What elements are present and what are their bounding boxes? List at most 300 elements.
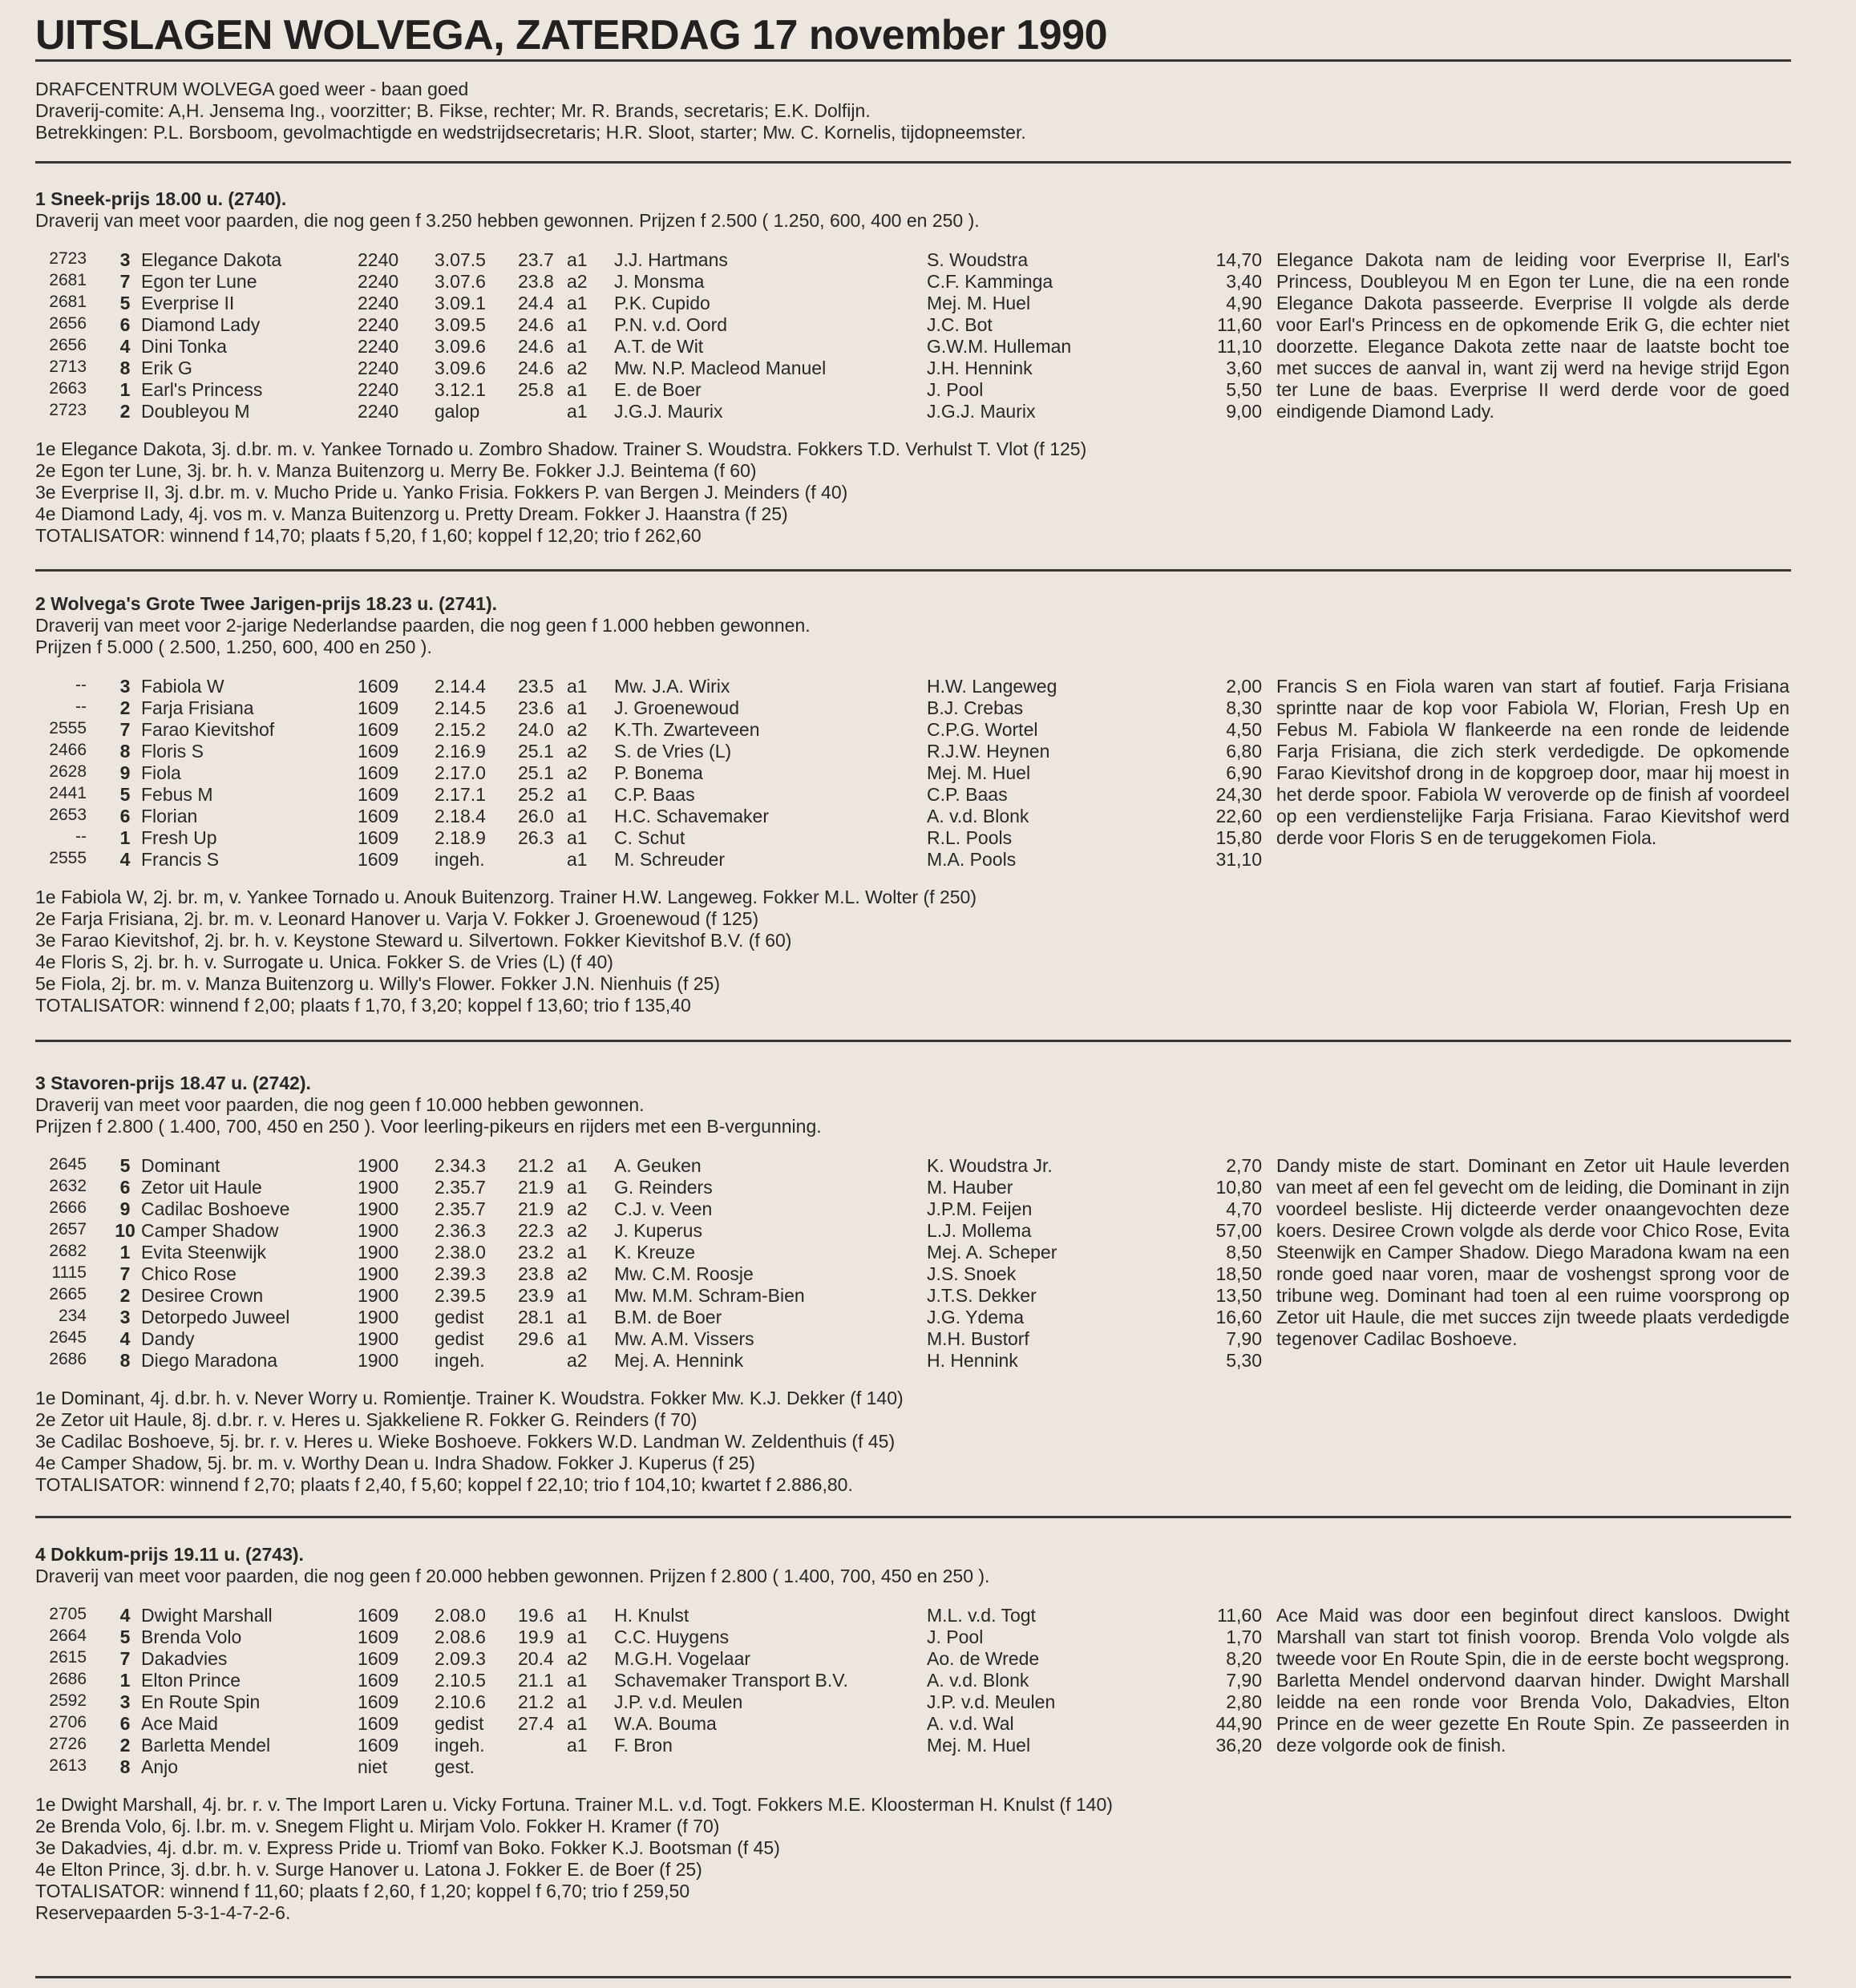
- horse-name: Zetor uit Haule: [141, 1177, 262, 1198]
- odds: 2,00: [1226, 676, 1262, 697]
- class: a1: [567, 1670, 588, 1691]
- trainer-name: J.T.S. Dekker: [927, 1285, 1037, 1306]
- driver-name: C.J. v. Veen: [614, 1198, 713, 1219]
- divider: [35, 1516, 1791, 1518]
- horse-name: Detorpedo Juweel: [141, 1307, 290, 1327]
- distance: 1900: [358, 1328, 399, 1349]
- class: a1: [567, 1307, 588, 1327]
- odds: 6,90: [1226, 762, 1262, 783]
- trainer-name: J.H. Hennink: [927, 358, 1033, 378]
- previous-race-number: 2441: [49, 784, 87, 802]
- distance: 1609: [358, 697, 399, 718]
- driver-name: M.G.H. Vogelaar: [614, 1648, 751, 1669]
- previous-race-number: 2705: [49, 1605, 87, 1623]
- trainer-name: H.W. Langeweg: [927, 676, 1057, 697]
- distance: 1900: [358, 1155, 399, 1176]
- start-number: 7: [119, 1648, 131, 1669]
- km-time: 19.9: [518, 1626, 554, 1647]
- km-time: 19.6: [518, 1605, 554, 1626]
- race-description: Draverij van meet voor paarden, die nog geen f 3.250 hebben gewonnen. Prijzen f 2.500 ( 1.250, 600, 400 en 250 ).: [35, 210, 980, 231]
- km-time: 25.2: [518, 784, 554, 805]
- class: a2: [567, 1220, 588, 1241]
- race-comment: Elegance Dakota nam de leiding voor Everprise II, Earl's Princess, Doubleyou M en Egon ter Lune, die na een ronde Elegance Dakota passeerde. Everprise II volgde als derde voor Earl's Princess en de opkomende Erik G, die echter niet doorzette. Elegance Dakota zette naar de laatste bocht toe met succes de aanval in, want zij werd na hevige strijd Egon ter Lune de baas. Everprise II werd derde voor de goed eindigende Diamond Lady.: [1276, 249, 1789, 422]
- start-number: 2: [119, 401, 131, 422]
- detail-line: TOTALISATOR: winnend f 11,60; plaats f 2,60, f 1,20; koppel f 6,70; trio f 259,50: [35, 1881, 690, 1901]
- distance: 1609: [358, 1626, 399, 1647]
- driver-name: Mw. M.M. Schram-Bien: [614, 1285, 805, 1306]
- driver-name: J.P. v.d. Meulen: [614, 1691, 743, 1712]
- driver-name: J.G.J. Maurix: [614, 401, 723, 422]
- km-time: 24.6: [518, 358, 554, 378]
- detail-line: 2e Egon ter Lune, 3j. br. h. v. Manza Buitenzorg u. Merry Be. Fokker J.J. Beintema (f 60): [35, 460, 757, 481]
- km-time: 24.0: [518, 719, 554, 740]
- detail-line: 1e Fabiola W, 2j. br. m, v. Yankee Tornado u. Anouk Buitenzorg. Trainer H.W. Langeweg. Fokker M.L. Wolter (f 250): [35, 887, 977, 907]
- horse-name: Elegance Dakota: [141, 249, 282, 270]
- odds: 16,60: [1215, 1307, 1262, 1327]
- trainer-name: C.P.G. Wortel: [927, 719, 1038, 740]
- detail-line: 1e Dwight Marshall, 4j. br. r. v. The Import Laren u. Vicky Fortuna. Trainer M.L. v.d. Togt. Fokkers M.E. Kloosterman H. Knulst (f 140): [35, 1794, 1113, 1815]
- horse-name: Brenda Volo: [141, 1626, 242, 1647]
- odds: 3,60: [1226, 358, 1262, 378]
- odds: 10,80: [1215, 1177, 1262, 1198]
- race-description: Prijzen f 5.000 ( 2.500, 1.250, 600, 400 en 250 ).: [35, 636, 432, 657]
- start-number: 8: [119, 1756, 131, 1777]
- start-number: 3: [119, 676, 131, 697]
- class: a1: [567, 849, 588, 870]
- finish-time: galop: [435, 401, 480, 422]
- odds: 24,30: [1215, 784, 1262, 805]
- km-time: 23.9: [518, 1285, 554, 1306]
- distance: 1609: [358, 741, 399, 762]
- odds: 4,90: [1226, 293, 1262, 313]
- distance: 2240: [358, 358, 399, 378]
- title-rule: [35, 59, 1791, 62]
- trainer-name: B.J. Crebas: [927, 697, 1024, 718]
- finish-time: 2.35.7: [435, 1198, 486, 1219]
- table-row: [35, 849, 1791, 871]
- horse-name: Barletta Mendel: [141, 1735, 271, 1756]
- driver-name: Mw. C.M. Roosje: [614, 1263, 754, 1284]
- class: a1: [567, 379, 588, 400]
- race-details: [35, 887, 1791, 1016]
- finish-time: 2.10.5: [435, 1670, 486, 1691]
- km-time: 21.2: [518, 1155, 554, 1176]
- detail-line: 3e Farao Kievitshof, 2j. br. h. v. Keystone Steward u. Silvertown. Fokker Kievitshof B.V. (f 60): [35, 930, 792, 951]
- km-time: 24.6: [518, 336, 554, 357]
- previous-race-number: 2723: [49, 401, 87, 419]
- finish-time: 3.09.6: [435, 336, 486, 357]
- finish-time: 2.18.4: [435, 806, 486, 826]
- finish-time: ingeh.: [435, 1735, 485, 1756]
- odds: 11,60: [1217, 1605, 1262, 1626]
- driver-name: P. Bonema: [614, 762, 703, 783]
- detail-line: 3e Dakadvies, 4j. d.br. m. v. Express Pride u. Triomf van Boko. Fokker K.J. Bootsman (f 45): [35, 1837, 780, 1858]
- race-description: Draverij van meet voor paarden, die nog geen f 20.000 hebben gewonnen. Prijzen f 2.800 ( 1.400, 700, 450 en 250 ).: [35, 1566, 990, 1586]
- previous-race-number: 2615: [49, 1648, 87, 1667]
- horse-name: Elton Prince: [141, 1670, 241, 1691]
- trainer-name: J.C. Bot: [927, 314, 993, 335]
- finish-time: 3.12.1: [435, 379, 486, 400]
- horse-name: Florian: [141, 806, 198, 826]
- horse-name: Evita Steenwijk: [141, 1242, 266, 1263]
- previous-race-number: 2645: [49, 1155, 87, 1174]
- detail-line: 4e Camper Shadow, 5j. br. m. v. Worthy Dean u. Indra Shadow. Fokker J. Kuperus (f 25): [35, 1453, 755, 1473]
- class: a1: [567, 314, 588, 335]
- distance: 1609: [358, 1648, 399, 1669]
- trainer-name: Mej. A. Scheper: [927, 1242, 1057, 1263]
- driver-name: Mw. A.M. Vissers: [614, 1328, 754, 1349]
- trainer-name: C.P. Baas: [927, 784, 1008, 805]
- horse-name: Fresh Up: [141, 827, 217, 848]
- horse-name: Farja Frisiana: [141, 697, 254, 718]
- distance: 1609: [358, 827, 399, 848]
- km-time: 27.4: [518, 1713, 554, 1734]
- start-number: 4: [119, 849, 131, 870]
- class: a1: [567, 293, 588, 313]
- distance: 2240: [358, 379, 399, 400]
- class: a2: [567, 1350, 588, 1371]
- distance: 1609: [358, 676, 399, 697]
- start-number: 1: [119, 1670, 131, 1691]
- finish-time: 2.34.3: [435, 1155, 486, 1176]
- horse-name: Dwight Marshall: [141, 1605, 273, 1626]
- distance: 1900: [358, 1285, 399, 1306]
- previous-race-number: 2706: [49, 1713, 87, 1731]
- previous-race-number: 2686: [49, 1350, 87, 1368]
- odds: 44,90: [1215, 1713, 1262, 1734]
- detail-line: Reservepaarden 5-3-1-4-7-2-6.: [35, 1902, 291, 1923]
- driver-name: W.A. Bouma: [614, 1713, 717, 1734]
- finish-time: 2.36.3: [435, 1220, 486, 1241]
- previous-race-number: 2613: [49, 1756, 87, 1775]
- km-time: 23.7: [518, 249, 554, 270]
- race-description: Draverij van meet voor paarden, die nog geen f 10.000 hebben gewonnen.: [35, 1094, 645, 1115]
- distance: 2240: [358, 271, 399, 292]
- trainer-name: L.J. Mollema: [927, 1220, 1032, 1241]
- km-time: 26.3: [518, 827, 554, 848]
- class: a1: [567, 1605, 588, 1626]
- distance: 1609: [358, 1605, 399, 1626]
- driver-name: C. Schut: [614, 827, 685, 848]
- distance: 2240: [358, 293, 399, 313]
- start-number: 4: [119, 336, 131, 357]
- driver-name: Mw. N.P. Macleod Manuel: [614, 358, 827, 378]
- start-number: 3: [119, 1691, 131, 1712]
- horse-name: Chico Rose: [141, 1263, 237, 1284]
- finish-time: 2.38.0: [435, 1242, 486, 1263]
- class: a1: [567, 1691, 588, 1712]
- class: a1: [567, 1713, 588, 1734]
- finish-time: ingeh.: [435, 1350, 485, 1371]
- trainer-name: J.G.J. Maurix: [927, 401, 1036, 422]
- divider: [35, 1040, 1791, 1042]
- driver-name: K.Th. Zwarteveen: [614, 719, 760, 740]
- previous-race-number: 1115: [51, 1263, 87, 1282]
- start-number: 5: [119, 1155, 131, 1176]
- horse-name: Dini Tonka: [141, 336, 227, 357]
- km-time: 21.9: [518, 1177, 554, 1198]
- previous-race-number: 2686: [49, 1670, 87, 1688]
- previous-race-number: 2632: [49, 1177, 87, 1195]
- race-section: [35, 1073, 1791, 1496]
- previous-race-number: 234: [58, 1307, 87, 1325]
- detail-line: TOTALISATOR: winnend f 2,00; plaats f 1,70, f 3,20; koppel f 13,60; trio f 135,40: [35, 995, 691, 1016]
- driver-name: J. Kuperus: [614, 1220, 702, 1241]
- start-number: 7: [119, 719, 131, 740]
- driver-name: H. Knulst: [614, 1605, 689, 1626]
- horse-name: Desiree Crown: [141, 1285, 264, 1306]
- page-title: UITSLAGEN WOLVEGA, ZATERDAG 17 november 1990: [35, 12, 1107, 59]
- detail-line: 1e Dominant, 4j. d.br. h. v. Never Worry u. Romientje. Trainer K. Woudstra. Fokker Mw. K.J. Dekker (f 140): [35, 1388, 904, 1408]
- start-number: 3: [119, 1307, 131, 1327]
- class: a1: [567, 1328, 588, 1349]
- finish-time: gedist: [435, 1307, 484, 1327]
- table-row: [35, 1350, 1791, 1372]
- previous-race-number: 2663: [49, 379, 87, 398]
- finish-time: 3.07.5: [435, 249, 486, 270]
- trainer-name: J. Pool: [927, 1626, 984, 1647]
- class: a1: [567, 1177, 588, 1198]
- finish-time: 2.17.0: [435, 762, 486, 783]
- trainer-name: R.J.W. Heynen: [927, 741, 1050, 762]
- results-table: [35, 676, 1791, 871]
- previous-race-number: 2664: [49, 1626, 87, 1645]
- distance: 2240: [358, 401, 399, 422]
- finish-time: gedist: [435, 1713, 484, 1734]
- driver-name: H.C. Schavemaker: [614, 806, 770, 826]
- horse-name: Camper Shadow: [141, 1220, 279, 1241]
- horse-name: Francis S: [141, 849, 220, 870]
- distance: 1900: [358, 1307, 399, 1327]
- odds: 2,80: [1226, 1691, 1262, 1712]
- horse-name: Anjo: [141, 1756, 179, 1777]
- km-time: 25.1: [518, 741, 554, 762]
- distance: 1609: [358, 1670, 399, 1691]
- start-number: 6: [119, 1713, 131, 1734]
- detail-line: TOTALISATOR: winnend f 14,70; plaats f 5,20, f 1,60; koppel f 12,20; trio f 262,60: [35, 525, 702, 546]
- race-title: 2 Wolvega's Grote Twee Jarigen-prijs 18.23 u. (2741).: [35, 593, 498, 614]
- class: a1: [567, 249, 588, 270]
- race-comment: Ace Maid was door een beginfout direct kansloos. Dwight Marshall van start tot finish voorop. Brenda Volo volgde als tweede voor En Route Spin, die in de eerste bocht wegsprong. Barletta Mendel ondervond daarvan hinder. Dwight Marshall leidde na een ronde voor Brenda Volo, Dakadvies, Elton Prince en de weer gezette En Route Spin. Ze passeerden in deze volgorde ook de finish.: [1276, 1605, 1789, 1756]
- race-title: 3 Stavoren-prijs 18.47 u. (2742).: [35, 1073, 311, 1093]
- odds: 9,00: [1226, 401, 1262, 422]
- previous-race-number: 2682: [49, 1242, 87, 1260]
- start-number: 9: [119, 762, 131, 783]
- start-number: 2: [119, 1735, 131, 1756]
- driver-name: C.P. Baas: [614, 784, 695, 805]
- odds: 11,60: [1217, 314, 1262, 335]
- finish-time: 2.14.4: [435, 676, 486, 697]
- horse-name: Doubleyou M: [141, 401, 250, 422]
- trainer-name: G.W.M. Hulleman: [927, 336, 1072, 357]
- finish-time: 2.17.1: [435, 784, 486, 805]
- results-table: [35, 1155, 1791, 1372]
- start-number: 6: [119, 1177, 131, 1198]
- odds: 31,10: [1215, 849, 1262, 870]
- detail-line: 4e Diamond Lady, 4j. vos m. v. Manza Buitenzorg u. Pretty Dream. Fokker J. Haanstra (f 25): [35, 503, 788, 524]
- class: a1: [567, 676, 588, 697]
- finish-time: 2.39.5: [435, 1285, 486, 1306]
- odds: 5,30: [1226, 1350, 1262, 1371]
- start-number: 5: [119, 293, 131, 313]
- detail-line: 1e Elegance Dakota, 3j. d.br. m. v. Yankee Tornado u. Zombro Shadow. Trainer S. Woudstra. Fokkers T.D. Verhulst T. Vlot (f 125): [35, 438, 1087, 459]
- detail-line: 4e Floris S, 2j. br. h. v. Surrogate u. Unica. Fokker S. de Vries (L) (f 40): [35, 952, 613, 972]
- class: a2: [567, 1263, 588, 1284]
- start-number: 1: [119, 1242, 131, 1263]
- distance: 1609: [358, 762, 399, 783]
- finish-time: 2.35.7: [435, 1177, 486, 1198]
- trainer-name: M.H. Bustorf: [927, 1328, 1029, 1349]
- horse-name: Febus M: [141, 784, 213, 805]
- driver-name: P.K. Cupido: [614, 293, 710, 313]
- previous-race-number: 2681: [49, 271, 87, 289]
- km-time: 25.1: [518, 762, 554, 783]
- start-number: 6: [119, 314, 131, 335]
- trainer-name: M. Hauber: [927, 1177, 1013, 1198]
- trainer-name: A. v.d. Wal: [927, 1713, 1014, 1734]
- horse-name: Diego Maradona: [141, 1350, 278, 1371]
- horse-name: Erik G: [141, 358, 192, 378]
- previous-race-number: 2681: [49, 293, 87, 311]
- previous-race-number: 2656: [49, 314, 87, 333]
- finish-time: 2.14.5: [435, 697, 486, 718]
- start-number: 2: [119, 1285, 131, 1306]
- km-time: 28.1: [518, 1307, 554, 1327]
- finish-time: gest.: [435, 1756, 475, 1777]
- trainer-name: J.P. v.d. Meulen: [927, 1691, 1056, 1712]
- trainer-name: H. Hennink: [927, 1350, 1018, 1371]
- previous-race-number: 2657: [49, 1220, 87, 1238]
- km-time: 26.0: [518, 806, 554, 826]
- class: a1: [567, 1735, 588, 1756]
- km-time: 20.4: [518, 1648, 554, 1669]
- detail-line: 2e Brenda Volo, 6j. l.br. m. v. Snegem Flight u. Mirjam Volo. Fokker H. Kramer (f 70): [35, 1816, 720, 1836]
- distance: 2240: [358, 336, 399, 357]
- km-time: 24.4: [518, 293, 554, 313]
- race-comment: Dandy miste de start. Dominant en Zetor uit Haule leverden van meet af een fel gevecht om de leiding, die Dominant in zijn voordeel besliste. Hij dicteerde verder onaangevochten deze koers. Desiree Crown volgde als derde voor Chico Rose, Evita Steenwijk en Camper Shadow. Diego Maradona kwam na een ronde goed naar voren, maar de voshengst sprong voor de tribune weg. Dominant had toen al een ruime voorsprong op Zetor uit Haule, die met succes zijn tweede plaats verdedigde tegenover Cadilac Boshoeve.: [1276, 1155, 1789, 1349]
- driver-name: A.T. de Wit: [614, 336, 704, 357]
- odds: 1,70: [1226, 1626, 1262, 1647]
- class: a2: [567, 1198, 588, 1219]
- start-number: 3: [119, 249, 131, 270]
- previous-race-number: 2466: [49, 741, 87, 759]
- horse-name: Egon ter Lune: [141, 271, 257, 292]
- divider: [35, 161, 1791, 164]
- start-number: 9: [119, 1198, 131, 1219]
- horse-name: Earl's Princess: [141, 379, 263, 400]
- trainer-name: K. Woudstra Jr.: [927, 1155, 1053, 1176]
- trainer-name: R.L. Pools: [927, 827, 1013, 848]
- odds: 13,50: [1215, 1285, 1262, 1306]
- previous-race-number: 2555: [49, 849, 87, 867]
- driver-name: A. Geuken: [614, 1155, 702, 1176]
- trainer-name: Mej. M. Huel: [927, 293, 1031, 313]
- driver-name: F. Bron: [614, 1735, 673, 1756]
- race-description: Prijzen f 2.800 ( 1.400, 700, 450 en 250 ). Voor leerling-pikeurs en rijders met een B-vergunning.: [35, 1116, 822, 1137]
- start-number: 2: [119, 697, 131, 718]
- horse-name: Everprise II: [141, 293, 235, 313]
- odds: 8,20: [1226, 1648, 1262, 1669]
- horse-name: Dakadvies: [141, 1648, 228, 1669]
- header-line: DRAFCENTRUM WOLVEGA goed weer - baan goed: [35, 79, 469, 99]
- results-table: [35, 249, 1791, 422]
- class: a1: [567, 401, 588, 422]
- start-number: 4: [119, 1328, 131, 1349]
- previous-race-number: 2665: [49, 1285, 87, 1303]
- previous-race-number: 2666: [49, 1198, 87, 1217]
- distance: niet: [358, 1756, 388, 1777]
- odds: 6,80: [1226, 741, 1262, 762]
- driver-name: J. Monsma: [614, 271, 705, 292]
- finish-time: 2.18.9: [435, 827, 486, 848]
- km-time: 23.8: [518, 271, 554, 292]
- trainer-name: J. Pool: [927, 379, 984, 400]
- class: a1: [567, 1242, 588, 1263]
- km-time: 23.6: [518, 697, 554, 718]
- start-number: 5: [119, 784, 131, 805]
- distance: 1900: [358, 1177, 399, 1198]
- odds: 36,20: [1215, 1735, 1262, 1756]
- race-details: [35, 1794, 1791, 1924]
- race-details: [35, 1388, 1791, 1496]
- finish-time: 3.09.1: [435, 293, 486, 313]
- distance: 2240: [358, 314, 399, 335]
- divider: [35, 569, 1791, 572]
- odds: 8,50: [1226, 1242, 1262, 1263]
- start-number: 7: [119, 271, 131, 292]
- odds: 2,70: [1226, 1155, 1262, 1176]
- class: a1: [567, 697, 588, 718]
- detail-line: 2e Farja Frisiana, 2j. br. m. v. Leonard Hanover u. Varja V. Fokker J. Groenewoud (f 125): [35, 908, 759, 929]
- km-time: 21.9: [518, 1198, 554, 1219]
- race-section: [35, 188, 1791, 547]
- previous-race-number: --: [75, 697, 87, 716]
- odds: 7,90: [1226, 1328, 1262, 1349]
- driver-name: Mw. J.A. Wirix: [614, 676, 730, 697]
- km-time: 24.6: [518, 314, 554, 335]
- km-time: 25.8: [518, 379, 554, 400]
- finish-time: 2.39.3: [435, 1263, 486, 1284]
- race-details: [35, 438, 1791, 547]
- finish-time: 3.09.6: [435, 358, 486, 378]
- start-number: 8: [119, 358, 131, 378]
- finish-time: 2.10.6: [435, 1691, 486, 1712]
- km-time: 23.8: [518, 1263, 554, 1284]
- trainer-name: J.G. Ydema: [927, 1307, 1025, 1327]
- finish-time: 3.07.6: [435, 271, 486, 292]
- horse-name: Diamond Lady: [141, 314, 261, 335]
- meeting-header: [35, 79, 1026, 143]
- start-number: 8: [119, 1350, 131, 1371]
- detail-line: 2e Zetor uit Haule, 8j. d.br. r. v. Heres u. Sjakkeliene R. Fokker G. Reinders (f 70): [35, 1409, 698, 1430]
- finish-time: 2.09.3: [435, 1648, 486, 1669]
- class: a1: [567, 1285, 588, 1306]
- class: a1: [567, 827, 588, 848]
- distance: 1609: [358, 849, 399, 870]
- km-time: 21.1: [518, 1670, 554, 1691]
- distance: 1900: [358, 1242, 399, 1263]
- driver-name: J. Groenewoud: [614, 697, 739, 718]
- driver-name: Mej. A. Hennink: [614, 1350, 744, 1371]
- km-time: 22.3: [518, 1220, 554, 1241]
- distance: 1900: [358, 1198, 399, 1219]
- previous-race-number: 2713: [49, 358, 87, 376]
- horse-name: Farao Kievitshof: [141, 719, 275, 740]
- race-section: [35, 1544, 1791, 1924]
- km-time: 21.2: [518, 1691, 554, 1712]
- distance: 1609: [358, 1713, 399, 1734]
- odds: 57,00: [1215, 1220, 1262, 1241]
